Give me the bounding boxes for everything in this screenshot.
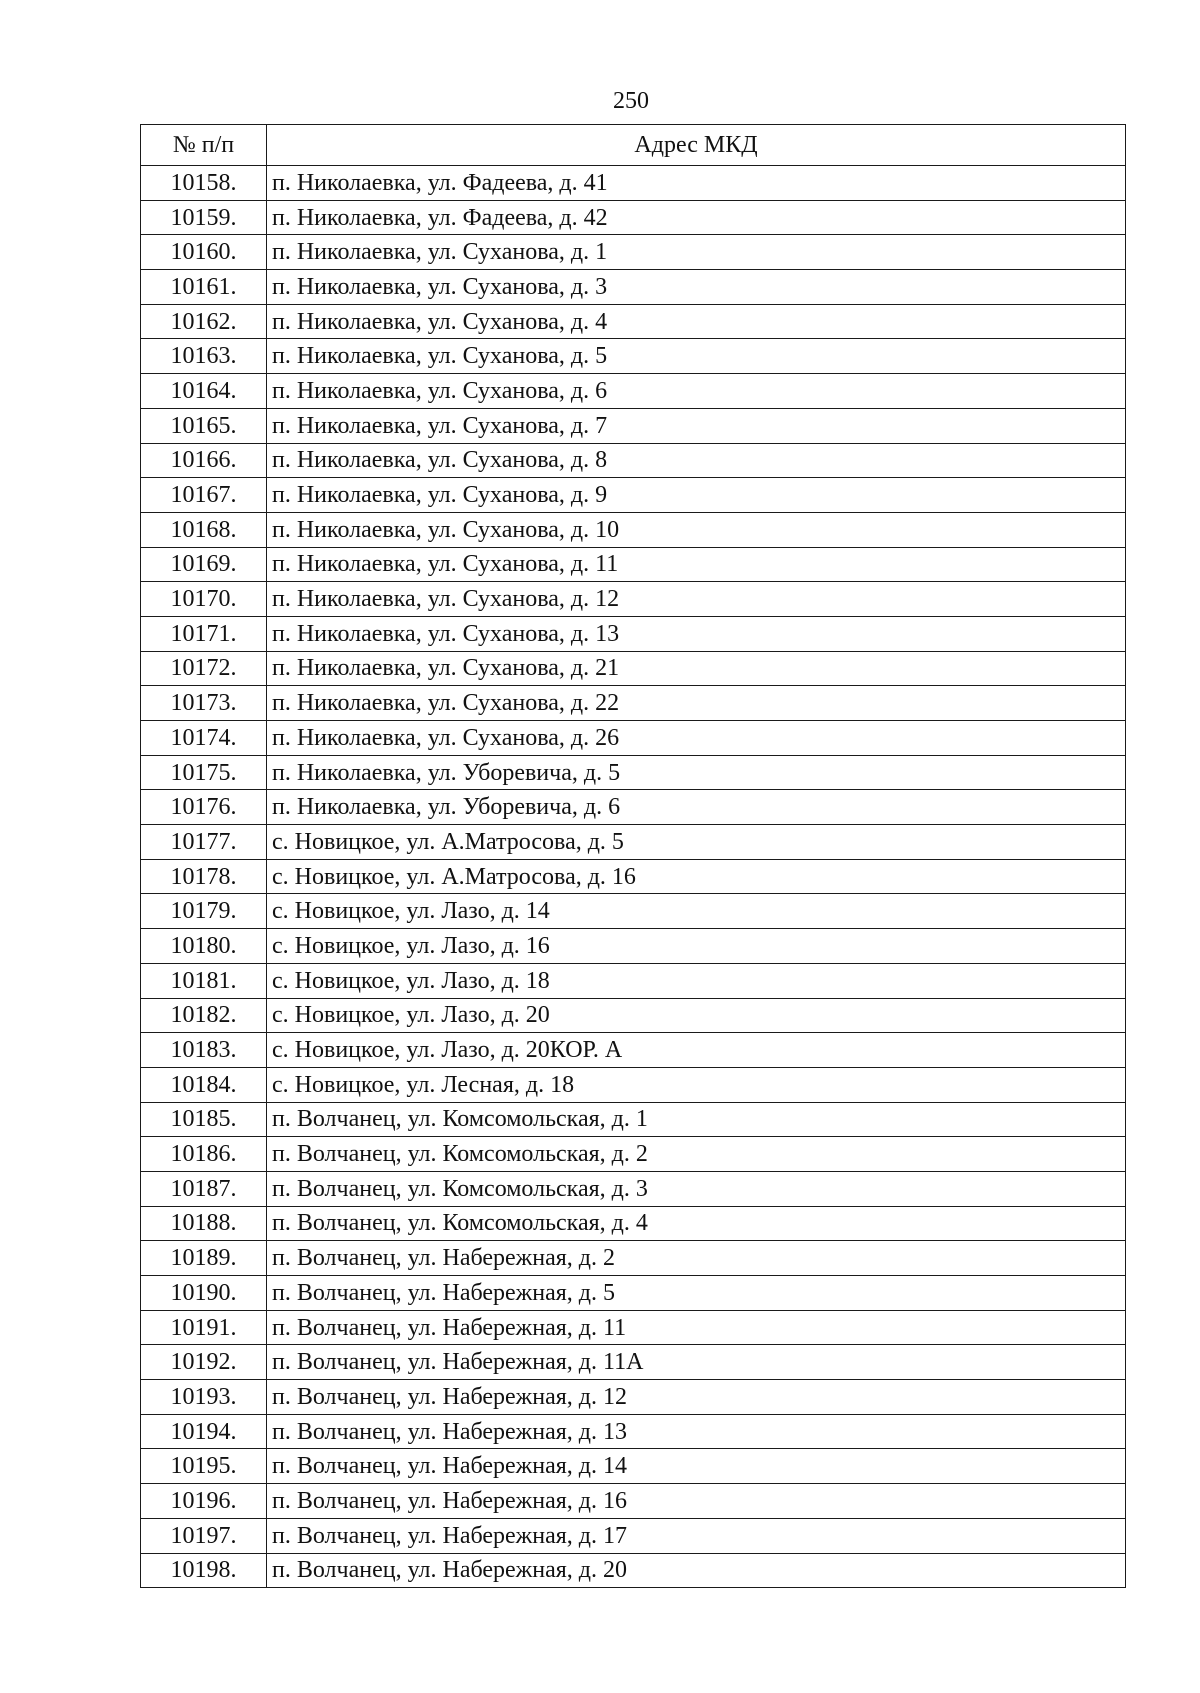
- row-number: 10170.: [141, 582, 267, 617]
- row-address: с. Новицкое, ул. Лазо, д. 14: [267, 894, 1126, 929]
- header-address: Адрес МКД: [267, 125, 1126, 166]
- table-row: [141, 1033, 1126, 1068]
- row-address: п. Николаевка, ул. Фадеева, д. 41: [267, 166, 1126, 201]
- table-row: [141, 963, 1126, 998]
- row-address: п. Николаевка, ул. Суханова, д. 26: [267, 721, 1126, 756]
- row-number: 10178.: [141, 859, 267, 894]
- row-address: п. Волчанец, ул. Набережная, д. 20: [267, 1553, 1126, 1588]
- table-row: [141, 1102, 1126, 1137]
- row-address: п. Волчанец, ул. Комсомольская, д. 1: [267, 1102, 1126, 1137]
- table-row: [141, 582, 1126, 617]
- table-row: [141, 1067, 1126, 1102]
- table-row: [141, 998, 1126, 1033]
- row-address: п. Волчанец, ул. Набережная, д. 11: [267, 1310, 1126, 1345]
- row-number: 10196.: [141, 1484, 267, 1519]
- table-row: [141, 1484, 1126, 1519]
- row-number: 10169.: [141, 547, 267, 582]
- table-row: [141, 1449, 1126, 1484]
- row-address: п. Волчанец, ул. Комсомольская, д. 2: [267, 1137, 1126, 1172]
- row-number: 10177.: [141, 825, 267, 860]
- row-address: с. Новицкое, ул. Лазо, д. 18: [267, 963, 1126, 998]
- table-row: [141, 478, 1126, 513]
- row-number: 10168.: [141, 512, 267, 547]
- table-row: [141, 1171, 1126, 1206]
- row-number: 10183.: [141, 1033, 267, 1068]
- table-header: [141, 125, 1126, 166]
- row-address: п. Николаевка, ул. Суханова, д. 3: [267, 270, 1126, 305]
- table-row: [141, 547, 1126, 582]
- row-address: п. Николаевка, ул. Суханова, д. 13: [267, 616, 1126, 651]
- row-number: 10172.: [141, 651, 267, 686]
- table-row: [141, 651, 1126, 686]
- table-row: [141, 166, 1126, 201]
- row-address: п. Николаевка, ул. Суханова, д. 11: [267, 547, 1126, 582]
- row-address: п. Волчанец, ул. Комсомольская, д. 3: [267, 1171, 1126, 1206]
- row-number: 10162.: [141, 304, 267, 339]
- row-address: с. Новицкое, ул. Лазо, д. 20КОР. А: [267, 1033, 1126, 1068]
- table-row: [141, 894, 1126, 929]
- row-address: п. Николаевка, ул. Суханова, д. 5: [267, 339, 1126, 374]
- table-row: [141, 721, 1126, 756]
- table-row: [141, 859, 1126, 894]
- row-number: 10184.: [141, 1067, 267, 1102]
- table-row: [141, 790, 1126, 825]
- row-address: п. Волчанец, ул. Набережная, д. 14: [267, 1449, 1126, 1484]
- table-row: [141, 443, 1126, 478]
- row-address: п. Волчанец, ул. Набережная, д. 11А: [267, 1345, 1126, 1380]
- row-address: п. Волчанец, ул. Комсомольская, д. 4: [267, 1206, 1126, 1241]
- row-number: 10165.: [141, 408, 267, 443]
- table-row: [141, 1553, 1126, 1588]
- row-number: 10176.: [141, 790, 267, 825]
- row-number: 10188.: [141, 1206, 267, 1241]
- table-row: [141, 512, 1126, 547]
- row-address: п. Волчанец, ул. Набережная, д. 16: [267, 1484, 1126, 1519]
- row-address: п. Николаевка, ул. Суханова, д. 1: [267, 235, 1126, 270]
- table-row: [141, 686, 1126, 721]
- row-address: п. Волчанец, ул. Набережная, д. 5: [267, 1276, 1126, 1311]
- row-number: 10166.: [141, 443, 267, 478]
- table-row: [141, 1345, 1126, 1380]
- table-row: [141, 1518, 1126, 1553]
- table-row: [141, 235, 1126, 270]
- row-number: 10171.: [141, 616, 267, 651]
- row-number: 10197.: [141, 1518, 267, 1553]
- table-row: [141, 1380, 1126, 1415]
- row-number: 10173.: [141, 686, 267, 721]
- table-row: [141, 408, 1126, 443]
- row-address: п. Волчанец, ул. Набережная, д. 12: [267, 1380, 1126, 1415]
- table-row: [141, 1276, 1126, 1311]
- row-address: п. Николаевка, ул. Уборевича, д. 5: [267, 755, 1126, 790]
- table-row: [141, 1137, 1126, 1172]
- row-number: 10191.: [141, 1310, 267, 1345]
- row-number: 10187.: [141, 1171, 267, 1206]
- row-address: с. Новицкое, ул. Лазо, д. 20: [267, 998, 1126, 1033]
- row-number: 10160.: [141, 235, 267, 270]
- row-number: 10181.: [141, 963, 267, 998]
- row-address: п. Николаевка, ул. Суханова, д. 4: [267, 304, 1126, 339]
- row-number: 10189.: [141, 1241, 267, 1276]
- row-address: с. Новицкое, ул. Лесная, д. 18: [267, 1067, 1126, 1102]
- table-row: [141, 1206, 1126, 1241]
- row-number: 10180.: [141, 929, 267, 964]
- header-row: [141, 125, 1126, 166]
- row-address: п. Николаевка, ул. Суханова, д. 10: [267, 512, 1126, 547]
- row-address: п. Николаевка, ул. Фадеева, д. 42: [267, 200, 1126, 235]
- row-number: 10192.: [141, 1345, 267, 1380]
- table-row: [141, 304, 1126, 339]
- row-number: 10193.: [141, 1380, 267, 1415]
- row-number: 10198.: [141, 1553, 267, 1588]
- row-number: 10190.: [141, 1276, 267, 1311]
- row-address: п. Николаевка, ул. Уборевича, д. 6: [267, 790, 1126, 825]
- table-row: [141, 1241, 1126, 1276]
- row-number: 10175.: [141, 755, 267, 790]
- row-number: 10159.: [141, 200, 267, 235]
- header-number: № п/п: [141, 125, 267, 166]
- table-row: [141, 1414, 1126, 1449]
- row-number: 10161.: [141, 270, 267, 305]
- table-row: [141, 374, 1126, 409]
- row-number: 10195.: [141, 1449, 267, 1484]
- table-row: [141, 270, 1126, 305]
- row-address: с. Новицкое, ул. Лазо, д. 16: [267, 929, 1126, 964]
- table-body: [141, 166, 1126, 1588]
- row-address: с. Новицкое, ул. А.Матросова, д. 16: [267, 859, 1126, 894]
- table-row: [141, 929, 1126, 964]
- table-row: [141, 200, 1126, 235]
- row-number: 10158.: [141, 166, 267, 201]
- row-number: 10167.: [141, 478, 267, 513]
- row-address: п. Волчанец, ул. Набережная, д. 13: [267, 1414, 1126, 1449]
- row-number: 10164.: [141, 374, 267, 409]
- row-address: п. Волчанец, ул. Набережная, д. 2: [267, 1241, 1126, 1276]
- page-number: 250: [613, 88, 649, 114]
- row-address: п. Николаевка, ул. Суханова, д. 6: [267, 374, 1126, 409]
- row-address: п. Николаевка, ул. Суханова, д. 22: [267, 686, 1126, 721]
- row-number: 10194.: [141, 1414, 267, 1449]
- table-row: [141, 755, 1126, 790]
- table-row: [141, 339, 1126, 374]
- row-address: п. Николаевка, ул. Суханова, д. 7: [267, 408, 1126, 443]
- row-number: 10179.: [141, 894, 267, 929]
- row-number: 10174.: [141, 721, 267, 756]
- address-table: [140, 124, 1126, 1588]
- row-address: п. Николаевка, ул. Суханова, д. 12: [267, 582, 1126, 617]
- table-row: [141, 825, 1126, 860]
- row-number: 10163.: [141, 339, 267, 374]
- row-number: 10186.: [141, 1137, 267, 1172]
- row-number: 10185.: [141, 1102, 267, 1137]
- row-address: п. Николаевка, ул. Суханова, д. 21: [267, 651, 1126, 686]
- row-address: п. Николаевка, ул. Суханова, д. 8: [267, 443, 1126, 478]
- table-row: [141, 616, 1126, 651]
- row-address: с. Новицкое, ул. А.Матросова, д. 5: [267, 825, 1126, 860]
- row-address: п. Николаевка, ул. Суханова, д. 9: [267, 478, 1126, 513]
- row-address: п. Волчанец, ул. Набережная, д. 17: [267, 1518, 1126, 1553]
- table-row: [141, 1310, 1126, 1345]
- row-number: 10182.: [141, 998, 267, 1033]
